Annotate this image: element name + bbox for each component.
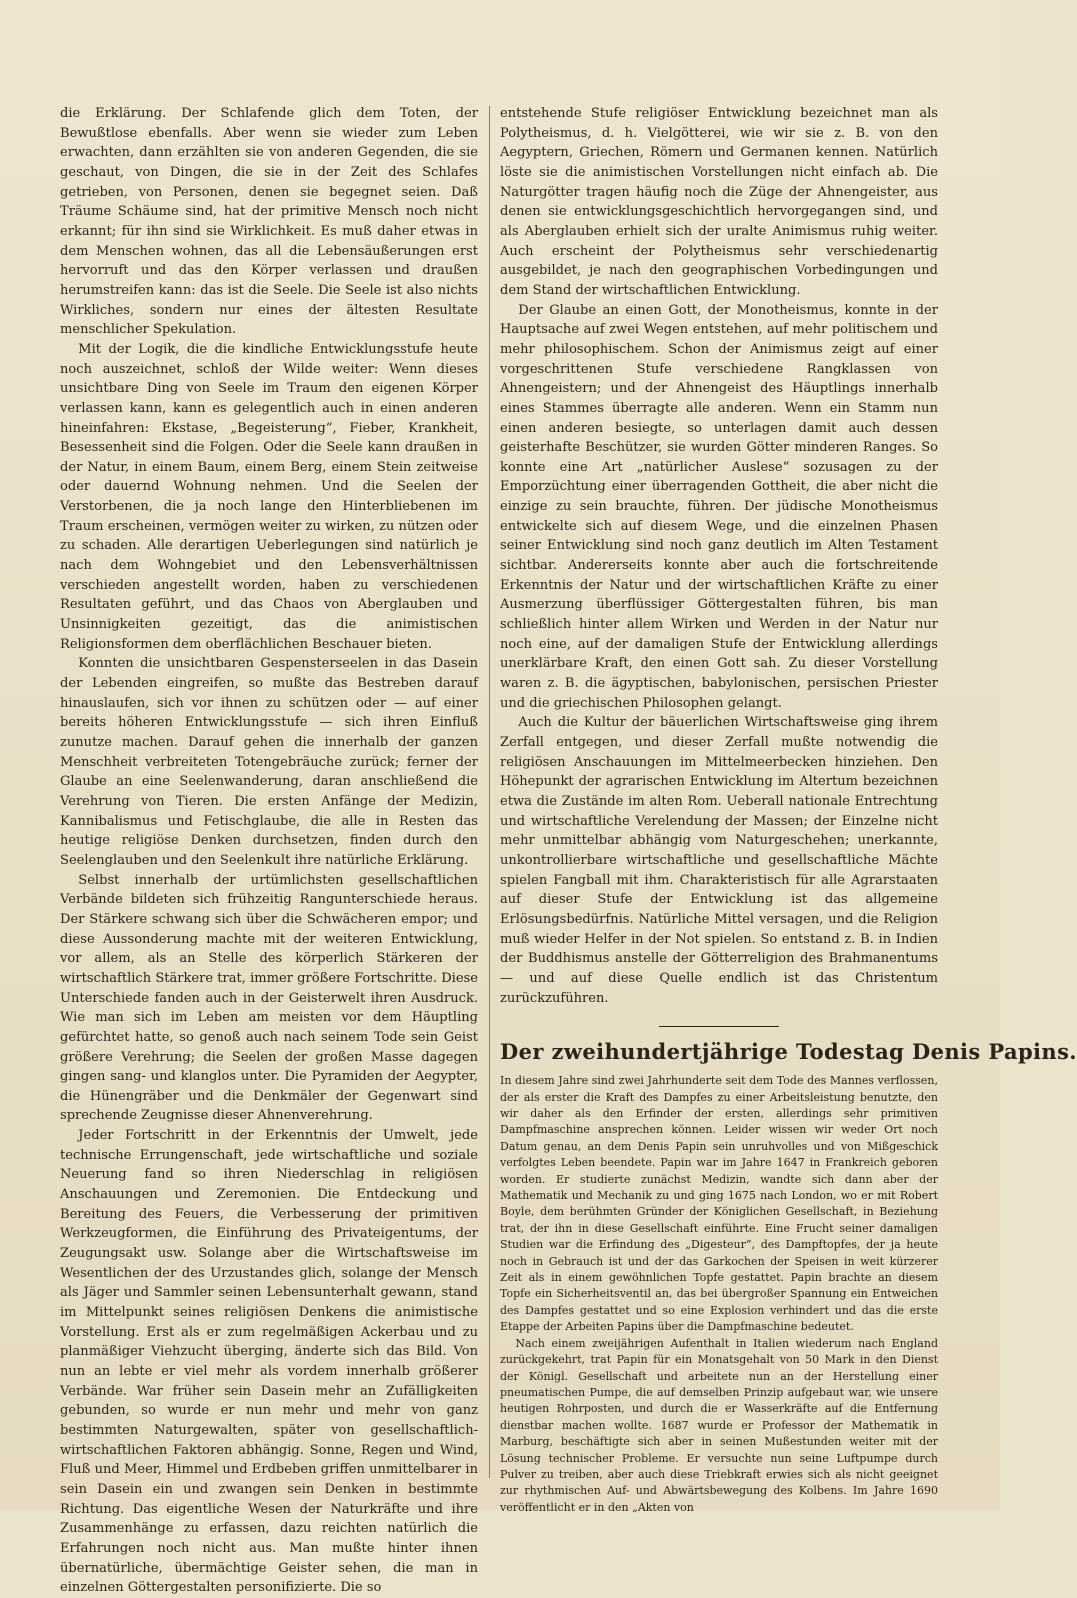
right-essay <box>500 104 938 1008</box>
right-column <box>500 104 1077 1516</box>
article-paragraph-1: In diesem Jahre sind zwei Jahrhunderte seit dem Tode des Mannes verflossen, der als erster die Kraft des Dampfes zu einer Arbeitsleistung benutzte, den wir daher als den Erfinder der ersten, allerdings sehr primitiven Dampfmaschine ansprechen können. Leider wissen wir weder Ort noch Datum genau, an dem Denis Papin sein unruhvolles und von Mißgeschick verfolgtes Leben beendete. Papin war im Jahre 1647 in Frankreich geboren worden. Er studierte zunächst Medizin, wandte sich dann aber der Mathematik und Mechanik zu und ging 1675 nach London, wo er mit Robert Boyle, dem berühmten Gründer der Königlichen Gesellschaft, in Beziehung trat, der ihn in diese Gesellschaft einführte. Eine Frucht seiner damaligen Studien war die Erfindung des „Digesteur“, des Dampftopfes, der ja heute noch in Gebrauch ist und der das Garkochen der Speisen in weit kürzerer Zeit als in einem gewöhnlichen Topfe gestattet. Papin brachte an diesem Topfe ein Sicherheitsventil an, das bei übergroßer Spannung ein Entweichen des Dampfes gestattet und so eine Explosion verhindert und das die erste Etappe der Arbeiten Papins über die Dampfmaschine bedeutet. <box>500 1074 938 1334</box>
right-paragraph-1: entstehende Stufe religiöser Entwicklung bezeichnet man als Polytheismus, d. h. Vielgötterei, wie wir sie z. B. von den Aegyptern, Griechen, Römern und Germanen kennen. Natürlich löste sie die animistischen Vorstellungen nicht einfach ab. Die Naturgötter tragen häufig noch die Züge der Ahnengeister, aus denen sie entwicklungsgeschichtlich hervorgegangen sind, und als Aberglauben erhielt sich der uralte Animismus ruhig weiter. Auch erscheint der Polytheismus sehr verschiedenartig ausgebildet, je nach den geographischen Vorbedingungen und dem Stand der wirtschaftlichen Entwicklung. <box>500 106 938 298</box>
left-column <box>60 104 478 1598</box>
article-headline: Der zweihundertjährige Todestag Denis Papins. <box>500 1039 1077 1065</box>
left-paragraph-2: Mit der Logik, die die kindliche Entwicklungsstufe heute noch auszeichnet, schloß der Wilde weiter: Wenn dieses unsichtbare Ding von Seele im Traum den eigenen Körper verlassen kann, kann es gelegentlich auch in einen anderen hineinfahren: Ekstase, „Begeisterung“, Fieber, Krankheit, Besessenheit sind die Folgen. Oder die Seele kann draußen in der Natur, in einem Baum, einem Berg, einem Stein zeitweise oder dauernd Wohnung nehmen. Und die Seelen der Verstorbenen, die ja noch lange den Hinterbliebenen im Traum erscheinen, vermögen weiter zu wirken, zu nützen oder zu schaden. Alle derartigen Ueberlegungen sind natürlich je nach dem Wohngebiet und den Lebensverhältnissen verschieden angestellt worden, haben zu verschiedenen Resultaten geführt, und das Chaos von Aberglauben und Unsinnigkeiten gezeitigt, das die animistischen Religionsformen dem oberflächlichen Beschauer bieten. <box>60 341 478 652</box>
left-paragraph-1: die Erklärung. Der Schlafende glich dem Toten, der Bewußtlose ebenfalls. Aber wenn sie wieder zum Leben erwachten, dann erzählten sie von anderen Gegenden, die sie geschaut, von Dingen, die sie in der Zeit des Schlafes getrieben, von Personen, denen sie begegnet seien. Daß Träume Schäume sind, hat der primitive Mensch noch nicht erkannt; für ihn sind sie Wirklichkeit. Es muß daher etwas in dem Menschen wohnen, das all die Lebensäußerungen erst hervorruft und das den Körper verlassen und draußen herumstreifen kann: das ist die Seele. Die Seele ist also nichts Wirkliches, sondern nur eines der ältesten Resultate menschlicher Spekulation. <box>60 106 478 338</box>
column-rule <box>489 106 490 1478</box>
right-paragraph-2: Der Glaube an einen Gott, der Monotheismus, konnte in der Hauptsache auf zwei Wegen entstehen, auf mehr politischem und mehr philosophischem. Schon der Animismus zeigt auf einer vorgeschrittenen Stufe verschiedene Rangklassen von Ahnengeistern; und der Ahnengeist des Häuptlings innerhalb eines Stammes überragte alle anderen. Wenn ein Stamm nun einen anderen besiegte, so unterlagen damit auch dessen geisterhafte Beschützer, sie wurden Götter minderen Ranges. So konnte eine Art „natürlicher Auslese“ sozusagen zu der Emporzüchtung einer überragenden Gottheit, die aber nicht die einzige zu sein brauchte, führen. Der jüdische Monotheismus entwickelte sich auf diesem Wege, und die einzelnen Phasen seiner Entwicklung sind noch ganz deutlich im Alten Testament sichtbar. Andererseits konnte aber auch die fortschreitende Erkenntnis der Natur und der wirtschaftlichen Kräfte zu einer Ausmerzung überflüssiger Göttergestalten führen, bis man schließlich hinter allem Wirken und Werden in der Natur nur noch eine, auf der damaligen Stufe der Entwicklung allerdings unerklärbare Kraft, den einen Gott sah. Zu dieser Vorstellung waren z. B. die ägyptischen, babylonischen, persischen Priester und die griechischen Philosophen gelangt. <box>500 302 938 711</box>
section-divider <box>659 1026 779 1027</box>
left-paragraph-4: Selbst innerhalb der urtümlichsten gesellschaftlichen Verbände bildeten sich frühzeitig Rangunterschiede heraus. Der Stärkere schwang sich über die Schwächeren empor; und diese Aussonderung machte mit der weiteren Entwicklung, vor allem, als an Stelle des körperlich Stärkeren der wirtschaftlich Stärkere trat, immer größere Fortschritte. Diese Unterschiede fanden auch in der Geisterwelt ihren Ausdruck. Wie man sich im Leben am meisten vor dem Häuptling gefürchtet hatte, so genoß auch nach seinem Tode sein Geist größere Verehrung; die Seelen der großen Masse dagegen gingen sang- und klanglos unter. Die Pyramiden der Aegypter, die Hünengräber und die Denkmäler der Gegenwart sind sprechende Zeugnisse dieser Ahnenverehrung. <box>60 872 478 1124</box>
article-paragraph-2: Nach einem zweijährigen Aufenthalt in Italien wiederum nach England zurückgekehrt, trat Papin für ein Monatsgehalt von 50 Mark in den Dienst der Königl. Gesellschaft und arbeitete nun an der Herstellung einer pneumatischen Pumpe, die auf demselben Prinzip aufgebaut war, wie unsere heutigen Rohrposten, und durch die er Wasserkräfte auf die Entfernung dienstbar machen wollte. 1687 wurde er Professor der Mathematik in Marburg, beschäftigte sich aber in seinen Mußestunden weiter mit der Lösung technischer Probleme. Er versuchte nun seine Luftpumpe durch Pulver zu treiben, aber auch diese Triebkraft erwies sich als nicht geeignet zur rhythmischen Auf- und Abwärtsbewegung des Kolbens. Im Jahre 1690 veröffentlicht er in den „Akten von <box>500 1336 938 1514</box>
left-paragraph-3: Konnten die unsichtbaren Gespensterseelen in das Dasein der Lebenden eingreifen, so mußte das Bestreben darauf hinauslaufen, sich vor ihnen zu schützen oder — auf einer bereits höheren Entwicklungsstufe — sich ihren Einfluß zunutze machen. Darauf gehen die innerhalb der ganzen Menschheit verbreiteten Totengebräuche zurück; ferner der Glaube an eine Seelenwanderung, daran anschließend die Verehrung von Tieren. Die ersten Anfänge der Medizin, Kannibalismus und Fetischglaube, die alle in Resten das heutige religiöse Denken durchsetzen, finden durch den Seelenglauben und den Seelenkult ihre natürliche Erklärung. <box>60 656 478 868</box>
article-body <box>500 1073 938 1516</box>
right-paragraph-3: Auch die Kultur der bäuerlichen Wirtschaftsweise ging ihrem Zerfall entgegen, und dieser Zerfall mußte notwendig die religiösen Anschauungen im Mittelmeerbecken hinziehen. Den Höhepunkt der agrarischen Entwicklung im Altertum bezeichnen etwa die Zustände im alten Rom. Ueberall nationale Entrechtung und wirtschaftliche Verelendung der Massen; der Einzelne nicht mehr unmittelbar abhängig vom Naturgeschehen; unerkannte, unkontrollierbare wirtschaftliche und gesellschaftliche Mächte spielen Fangball mit ihm. Charakteristisch für alle Agrarstaaten auf dieser Stufe der Entwicklung ist das allgemeine Erlösungsbedürfnis. Natürliche Mittel versagen, und die Religion muß wieder Helfer in der Not spielen. So entstand z. B. in Indien der Buddhismus anstelle der Götterreligion des Brahmanentums — und auf diese Quelle endlich ist das Christentum zurückzuführen. <box>500 715 938 1006</box>
left-paragraph-5: Jeder Fortschritt in der Erkenntnis der Umwelt, jede technische Errungenschaft, jede wirtschaftliche und soziale Neuerung fand so ihren Niederschlag in religiösen Anschauungen und Zeremonien. Die Entdeckung und Bereitung des Feuers, die Verbesserung der primitiven Werkzeugformen, die Einführung des Privateigentums, der Zeugungsakt usw. Solange aber die Wirtschaftsweise im Wesentlichen der des Urzustandes glich, solange der Mensch als Jäger und Sammler seinen Lebensunterhalt gewann, stand im Mittelpunkt seines religiösen Denkens die animistische Vorstellung. Erst als er zum regelmäßigen Ackerbau und zu planmäßiger Viehzucht überging, änderte sich das Bild. Von nun an lebte er viel mehr als vordem innerhalb größerer Verbände. War früher sein Dasein mehr an Zufälligkeiten gebunden, so wurde er nun mehr und mehr von ganz bestimmten Naturgewalten, später von gesellschaftlich-wirtschaftlichen Faktoren abhängig. Sonne, Regen und Wind, Fluß und Meer, Himmel und Erdbeben griffen unmittelbarer in sein Dasein ein und zwangen sein Denken in bestimmte Richtung. Das eigentliche Wesen der Naturkräfte und ihre Zusammenhänge zu erfassen, dazu reichten natürlich die Erfahrungen noch nicht aus. Man mußte hinter ihnen übernatürliche, übermächtige Geister sehen, die man in einzelnen Göttergestalten personifizierte. Die so <box>60 1128 478 1596</box>
